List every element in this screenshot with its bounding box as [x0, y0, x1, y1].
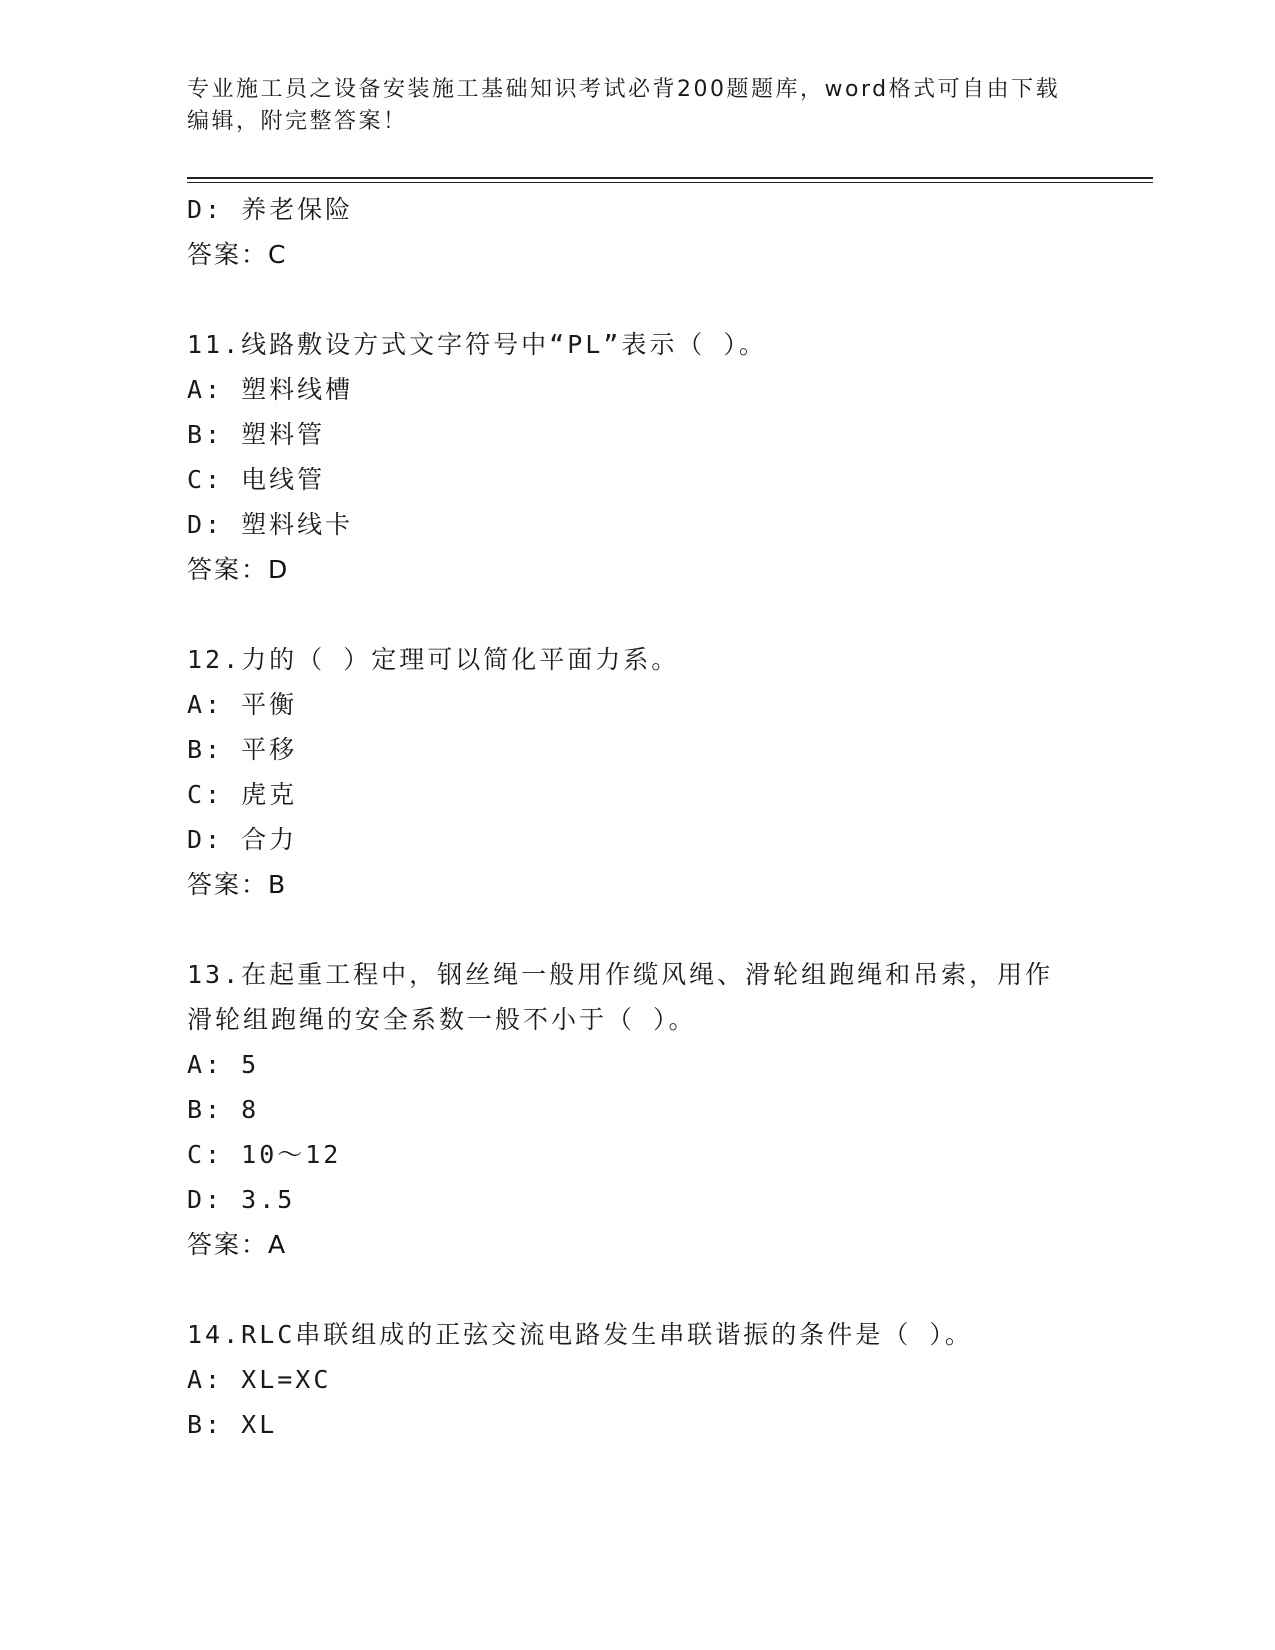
prev-option-d: D: 养老保险 [187, 195, 354, 224]
question-13-answer: 答案：A [187, 1230, 288, 1259]
question-11-option-b: B: 塑料管 [187, 420, 326, 449]
question-11-option-d: D: 塑料线卡 [187, 510, 354, 539]
question-12-option-a: A: 平衡 [187, 690, 298, 719]
question-14-option-a: A: XL=XC [187, 1365, 332, 1394]
question-14-stem: 14.RLC串联组成的正弦交流电路发生串联谐振的条件是（ ）。 [187, 1320, 973, 1349]
question-11-stem: 11.线路敷设方式文字符号中“PL”表示（ ）。 [187, 330, 767, 359]
question-12-option-b: B: 平移 [187, 735, 298, 764]
question-13-option-c: C: 10～12 [187, 1140, 342, 1169]
question-11-option-c: C: 电线管 [187, 465, 326, 494]
question-12-option-d: D: 合力 [187, 825, 298, 854]
header-divider-thin [187, 182, 1153, 183]
prev-answer: 答案：C [187, 240, 288, 269]
question-11-option-a: A: 塑料线槽 [187, 375, 354, 404]
question-13-option-d: D: 3.5 [187, 1185, 296, 1214]
question-14-option-b: B: XL [187, 1410, 278, 1439]
document-header-title: 专业施工员之设备安装施工基础知识考试必背200题题库，word格式可自由下载编辑，附完整答案！ [187, 77, 1061, 134]
question-12-option-c: C: 虎克 [187, 780, 298, 809]
question-13-stem: 13.在起重工程中，钢丝绳一般用作缆风绳、滑轮组跑绳和吊索，用作滑轮组跑绳的安全系数一般不小于（ ）。 [187, 960, 1054, 1034]
question-12-stem: 12.力的（ ）定理可以简化平面力系。 [187, 645, 680, 674]
question-11-answer: 答案：D [187, 555, 290, 584]
question-13-option-b: B: 8 [187, 1095, 260, 1124]
header-divider-thick [187, 177, 1153, 179]
question-12-answer: 答案：B [187, 870, 288, 899]
question-13-option-a: A: 5 [187, 1050, 260, 1079]
